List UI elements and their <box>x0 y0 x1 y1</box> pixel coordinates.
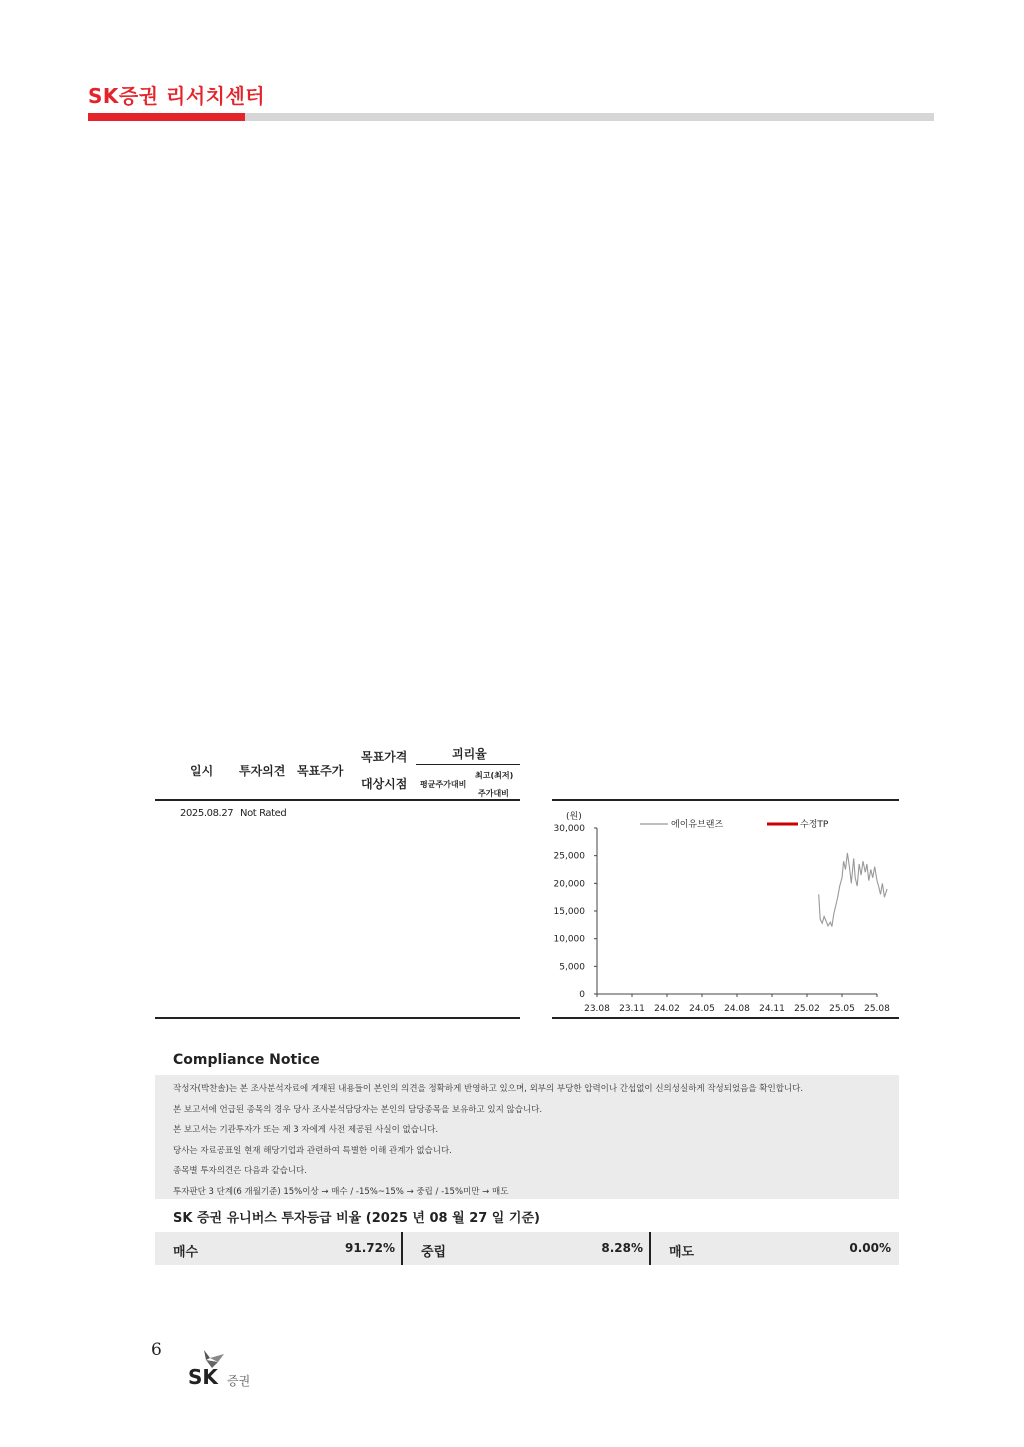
y-tick-label: 15,000 <box>553 907 585 917</box>
ratio-label-buy: 매수 <box>173 1245 199 1260</box>
compliance-line: 본 보고서에 언급된 종목의 경우 당사 조사분석담당자는 본인의 담당종목을 보유하고 있지 않습니다. <box>173 1105 543 1115</box>
header-target-period-2: 대상시점 <box>361 777 408 791</box>
series-lines <box>819 853 887 927</box>
x-tick-label: 24.08 <box>724 1004 750 1014</box>
price-chart <box>552 806 899 1020</box>
compliance-line: 당사는 자료공표일 현재 해당기업과 관련하여 특별한 이해 관계가 없습니다. <box>173 1146 452 1156</box>
header-divider-bar <box>245 113 934 121</box>
x-tick-label: 23.11 <box>619 1004 645 1014</box>
header-gap-max-2: 주가대비 <box>478 789 509 798</box>
chart-bottom-rule <box>552 1017 899 1019</box>
x-tick-label: 24.11 <box>759 1004 785 1014</box>
ratio-value-neutral: 8.28% <box>601 1241 643 1255</box>
legend-label-tp: 수정TP <box>800 820 829 830</box>
compliance-title: Compliance Notice <box>173 1052 320 1068</box>
row-date: 2025.08.27 <box>180 808 234 819</box>
row-opinion: Not Rated <box>240 808 287 819</box>
table-top-rule <box>155 799 520 801</box>
x-tick-label: 23.08 <box>584 1004 610 1014</box>
y-tick-labels <box>554 824 598 1000</box>
ratio-box <box>155 1232 899 1265</box>
header-opinion: 투자의견 <box>239 764 286 778</box>
ratio-value-sell: 0.00% <box>849 1241 891 1255</box>
x-tick-label: 25.05 <box>829 1004 855 1014</box>
x-tick-label: 25.02 <box>794 1004 820 1014</box>
chart-legend <box>640 818 829 830</box>
footer-logo-sec: 증권 <box>227 1374 251 1388</box>
legend-label-stock: 에이유브랜즈 <box>671 820 724 830</box>
x-tick-label: 24.05 <box>689 1004 715 1014</box>
gap-header-rule <box>416 764 520 765</box>
y-tick-label: 30,000 <box>553 824 585 834</box>
ratio-value-buy: 91.72% <box>345 1241 395 1255</box>
y-tick-label: 20,000 <box>553 879 585 890</box>
header-target-period-1: 목표가격 <box>361 750 408 764</box>
header-date: 일시 <box>190 764 214 778</box>
ratio-separator <box>649 1232 651 1265</box>
y-tick-label: 0 <box>579 990 585 1000</box>
compliance-line: 투자판단 3 단계(6 개월기준) 15%이상 → 매수 / -15%~15% → 중립 / -15%미만 → 매도 <box>173 1187 509 1197</box>
compliance-line: 작성자(박찬솔)는 본 조사분석자료에 게재된 내용들이 본인의 의견을 정확하게 반영하고 있으며, 외부의 부당한 압력이나 간섭없이 신의성실하게 작성되었음을 확인합니다. <box>173 1084 804 1094</box>
table-bottom-rule <box>155 1017 520 1019</box>
footer-logo-sk: SK <box>188 1365 218 1389</box>
brand-logo-text: SK증권 리서치센터 <box>88 84 266 108</box>
y-axis-unit: (원) <box>566 812 582 822</box>
compliance-line: 종목별 투자의견은 다음과 같습니다. <box>173 1166 307 1176</box>
header-gap: 괴리율 <box>452 747 487 761</box>
x-tick-labels <box>584 994 890 1014</box>
y-tick-label: 25,000 <box>553 851 585 862</box>
y-tick-label: 5,000 <box>559 962 585 973</box>
ratio-separator <box>401 1232 403 1265</box>
header-gap-avg: 평균주가대비 <box>420 780 467 789</box>
page-number: 6 <box>151 1340 162 1360</box>
header-gap-max-1: 최고(최저) <box>475 771 514 780</box>
chart-top-rule <box>552 799 899 801</box>
header-target-price: 목표주가 <box>297 764 344 778</box>
compliance-line: 본 보고서는 기관투자가 또는 제 3 자에게 사전 제공된 사실이 없습니다. <box>173 1125 439 1135</box>
series-line-0 <box>819 853 887 927</box>
y-tick-label: 10,000 <box>553 934 585 945</box>
ratio-title: SK 증권 유니버스 투자등급 비율 (2025 년 08 월 27 일 기준) <box>173 1211 540 1226</box>
x-tick-label: 24.02 <box>654 1004 680 1014</box>
compliance-box <box>155 1075 899 1199</box>
x-tick-label: 25.08 <box>864 1004 890 1014</box>
ratio-label-sell: 매도 <box>669 1245 695 1260</box>
ratio-label-neutral: 중립 <box>421 1245 447 1260</box>
header-accent-bar <box>88 113 245 121</box>
